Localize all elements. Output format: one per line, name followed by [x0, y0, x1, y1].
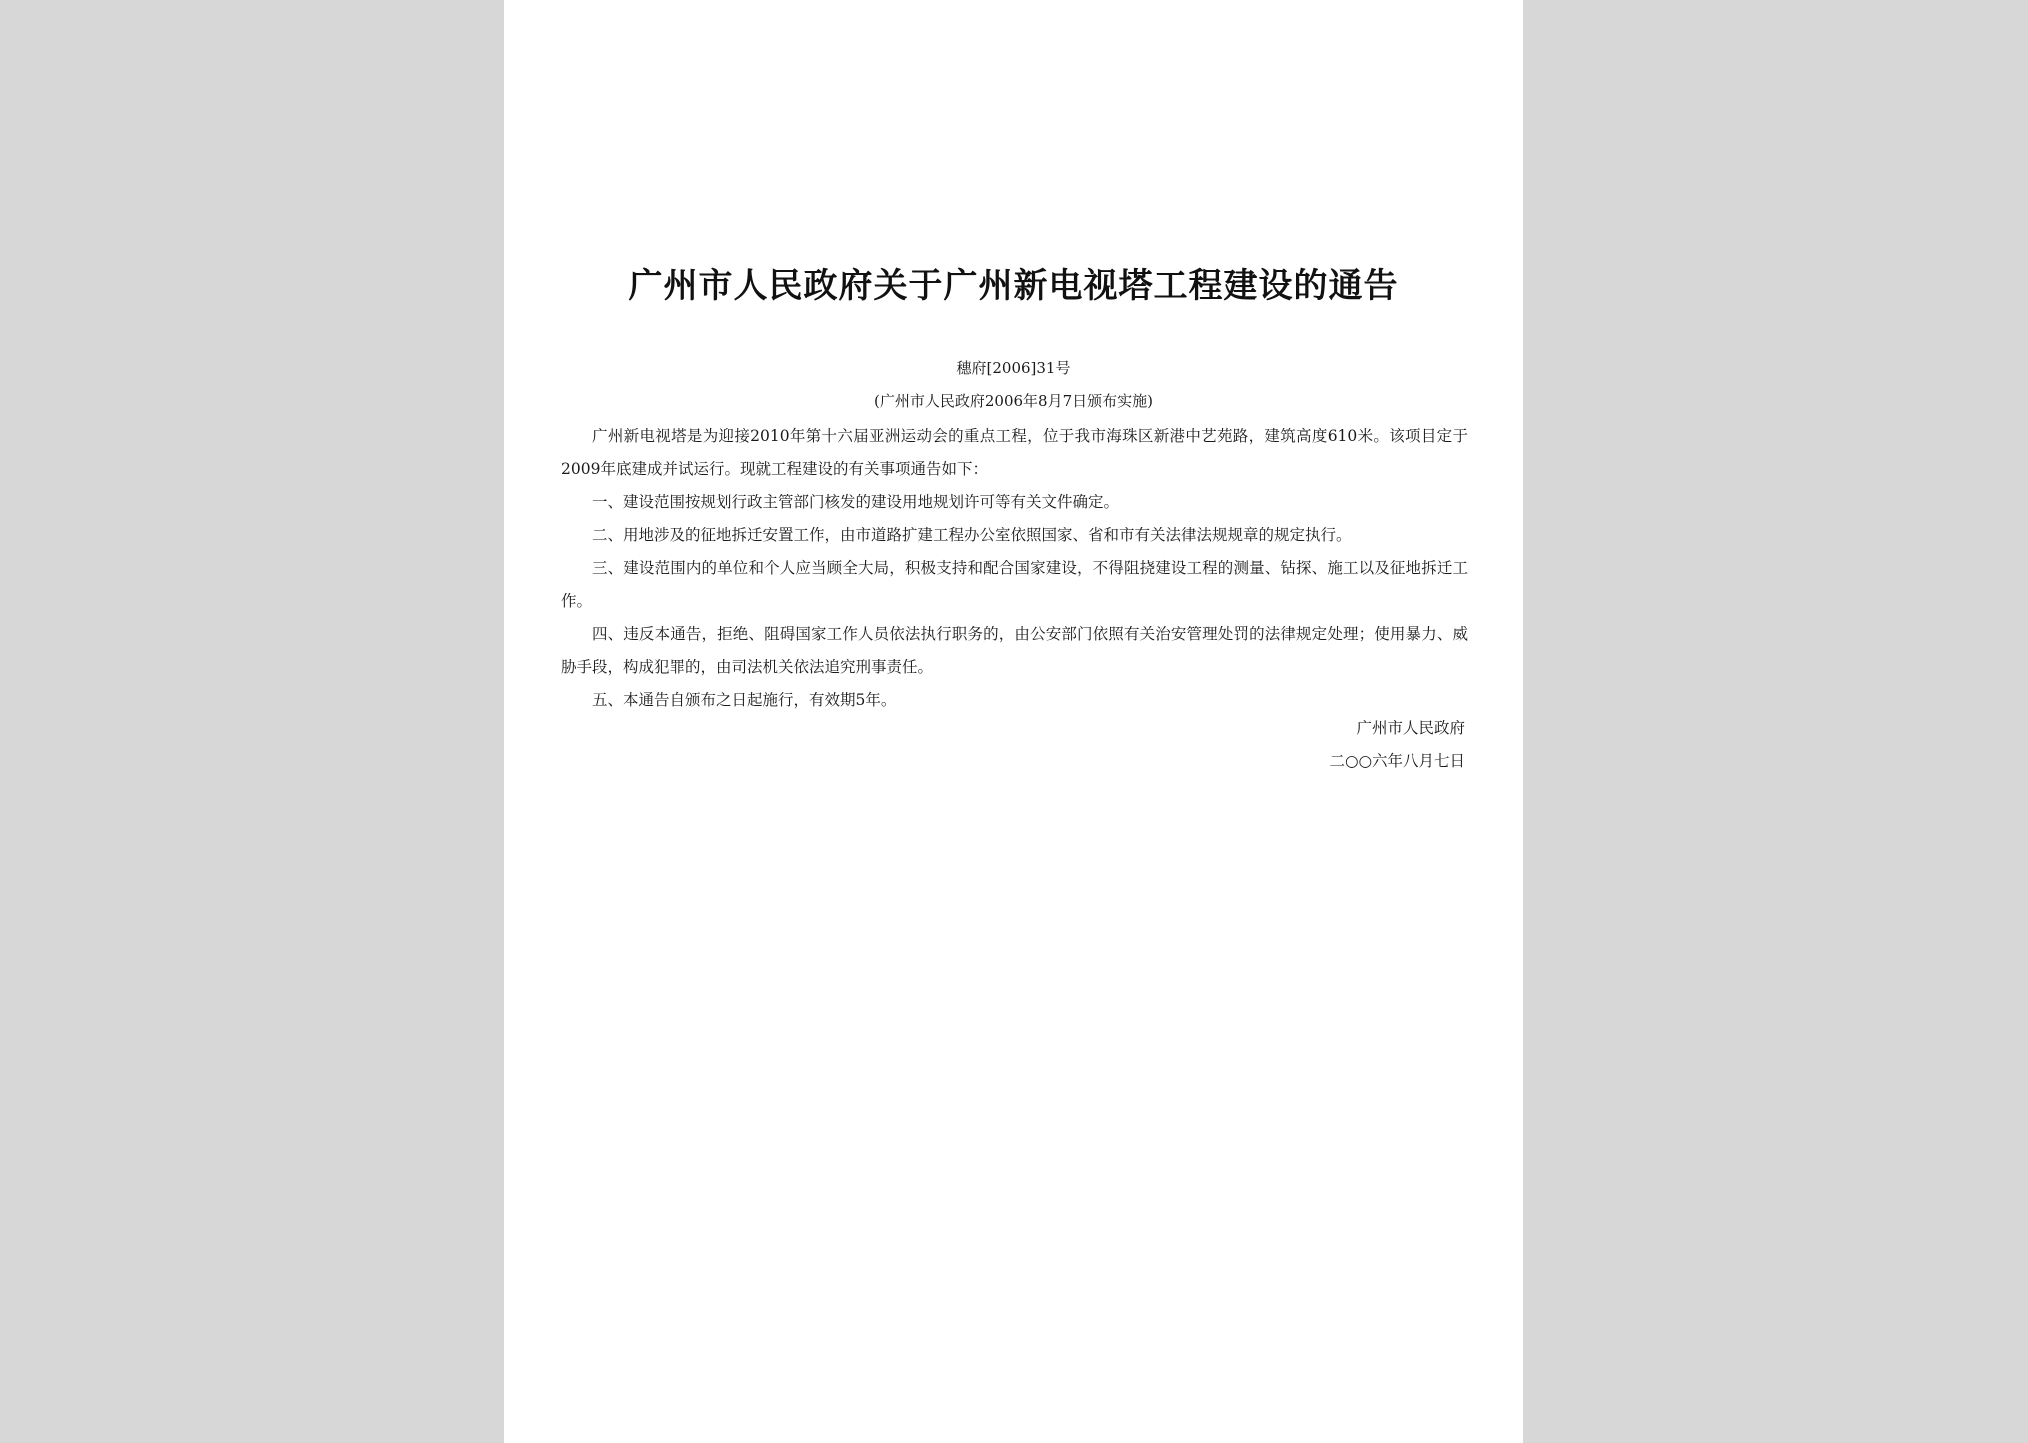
document-page	[504, 0, 1523, 1443]
clause-1: 一、建设范围按规划行政主管部门核发的建设用地规划许可等有关文件确定。	[592, 493, 1120, 511]
clause-2: 二、用地涉及的征地拆迁安置工作，由市道路扩建工程办公室依照国家、省和市有关法律法规规章的规定执行。	[592, 526, 1352, 544]
signature-block	[1329, 712, 1465, 778]
document-body	[561, 420, 1468, 717]
clause-3: 三、建设范围内的单位和个人应当顾全大局，积极支持和配合国家建设，不得阻挠建设工程的测量、钻探、施工以及征地拆迁工作。	[561, 559, 1468, 610]
intro-paragraph: 广州新电视塔是为迎接2010年第十六届亚洲运动会的重点工程，位于我市海珠区新港中艺苑路，建筑高度610米。该项目定于2009年底建成并试运行。现就工程建设的有关事项通告如下：	[561, 427, 1468, 478]
clause-4: 四、违反本通告，拒绝、阻碍国家工作人员依法执行职务的，由公安部门依照有关治安管理处罚的法律规定处理；使用暴力、威胁手段，构成犯罪的，由司法机关依法追究刑事责任。	[561, 625, 1468, 676]
document-number: 穗府[2006]31号	[956, 359, 1071, 377]
signatory: 广州市人民政府	[1356, 719, 1465, 737]
clause-5: 五、本通告自颁布之日起施行，有效期5年。	[592, 691, 897, 709]
signature-date: 二○○六年八月七日	[1329, 752, 1465, 770]
issuance-note: (广州市人民政府2006年8月7日颁布实施)	[874, 392, 1153, 410]
document-title: 广州市人民政府关于广州新电视塔工程建设的通告	[628, 266, 1399, 306]
